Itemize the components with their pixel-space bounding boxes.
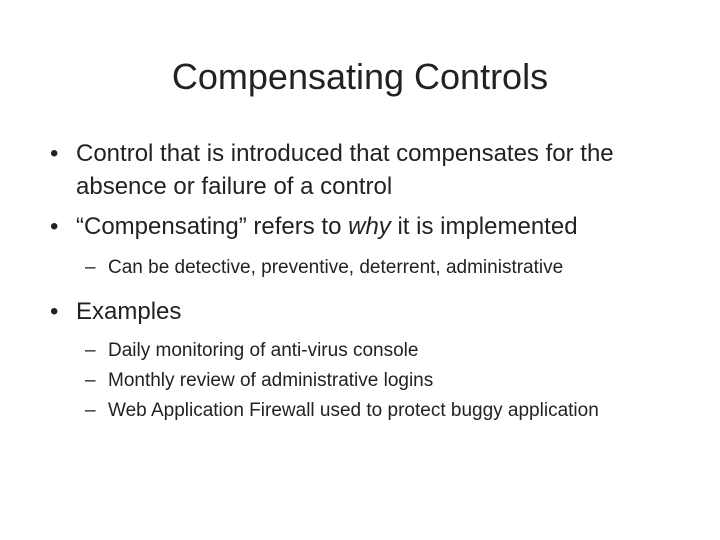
sub-bullet-marker: – — [85, 400, 96, 421]
bullet-3-text: Examples — [76, 298, 182, 325]
bullet-3-sub-1-text: Daily monitoring of anti-virus console — [108, 340, 419, 361]
bullet-1-text: Control that is introduced that compensates for the absence or failure of a control — [76, 140, 614, 200]
bullet-marker: • — [50, 140, 59, 167]
bullet-marker: • — [50, 213, 59, 240]
bullet-2-text-italic: why — [348, 213, 391, 240]
bullet-2 — [50, 210, 690, 243]
bullet-3 — [50, 295, 690, 328]
bullet-3-sub-2-text: Monthly review of administrative logins — [108, 370, 434, 391]
bullet-3-sub-3-text: Web Application Firewall used to protect buggy application — [108, 400, 599, 421]
slide-body — [50, 137, 690, 428]
bullet-marker: • — [50, 298, 59, 325]
sub-bullet-marker: – — [85, 370, 96, 391]
sub-bullet-marker: – — [85, 340, 96, 361]
bullet-1 — [50, 137, 690, 203]
bullet-2-sub-1 — [85, 255, 690, 281]
slide-title: Compensating Controls — [171, 56, 549, 97]
sub-bullet-marker: – — [85, 257, 96, 278]
bullet-2-text-after: it is implemented — [390, 213, 578, 240]
bullet-2-sub-1-text: Can be detective, preventive, deterrent, administrative — [108, 257, 564, 278]
bullet-3-sub-2 — [85, 368, 690, 394]
bullet-3-sub-1 — [85, 338, 690, 364]
bullet-2-text-before: “Compensating” refers to — [76, 213, 349, 240]
bullet-3-sub-3 — [85, 398, 690, 424]
